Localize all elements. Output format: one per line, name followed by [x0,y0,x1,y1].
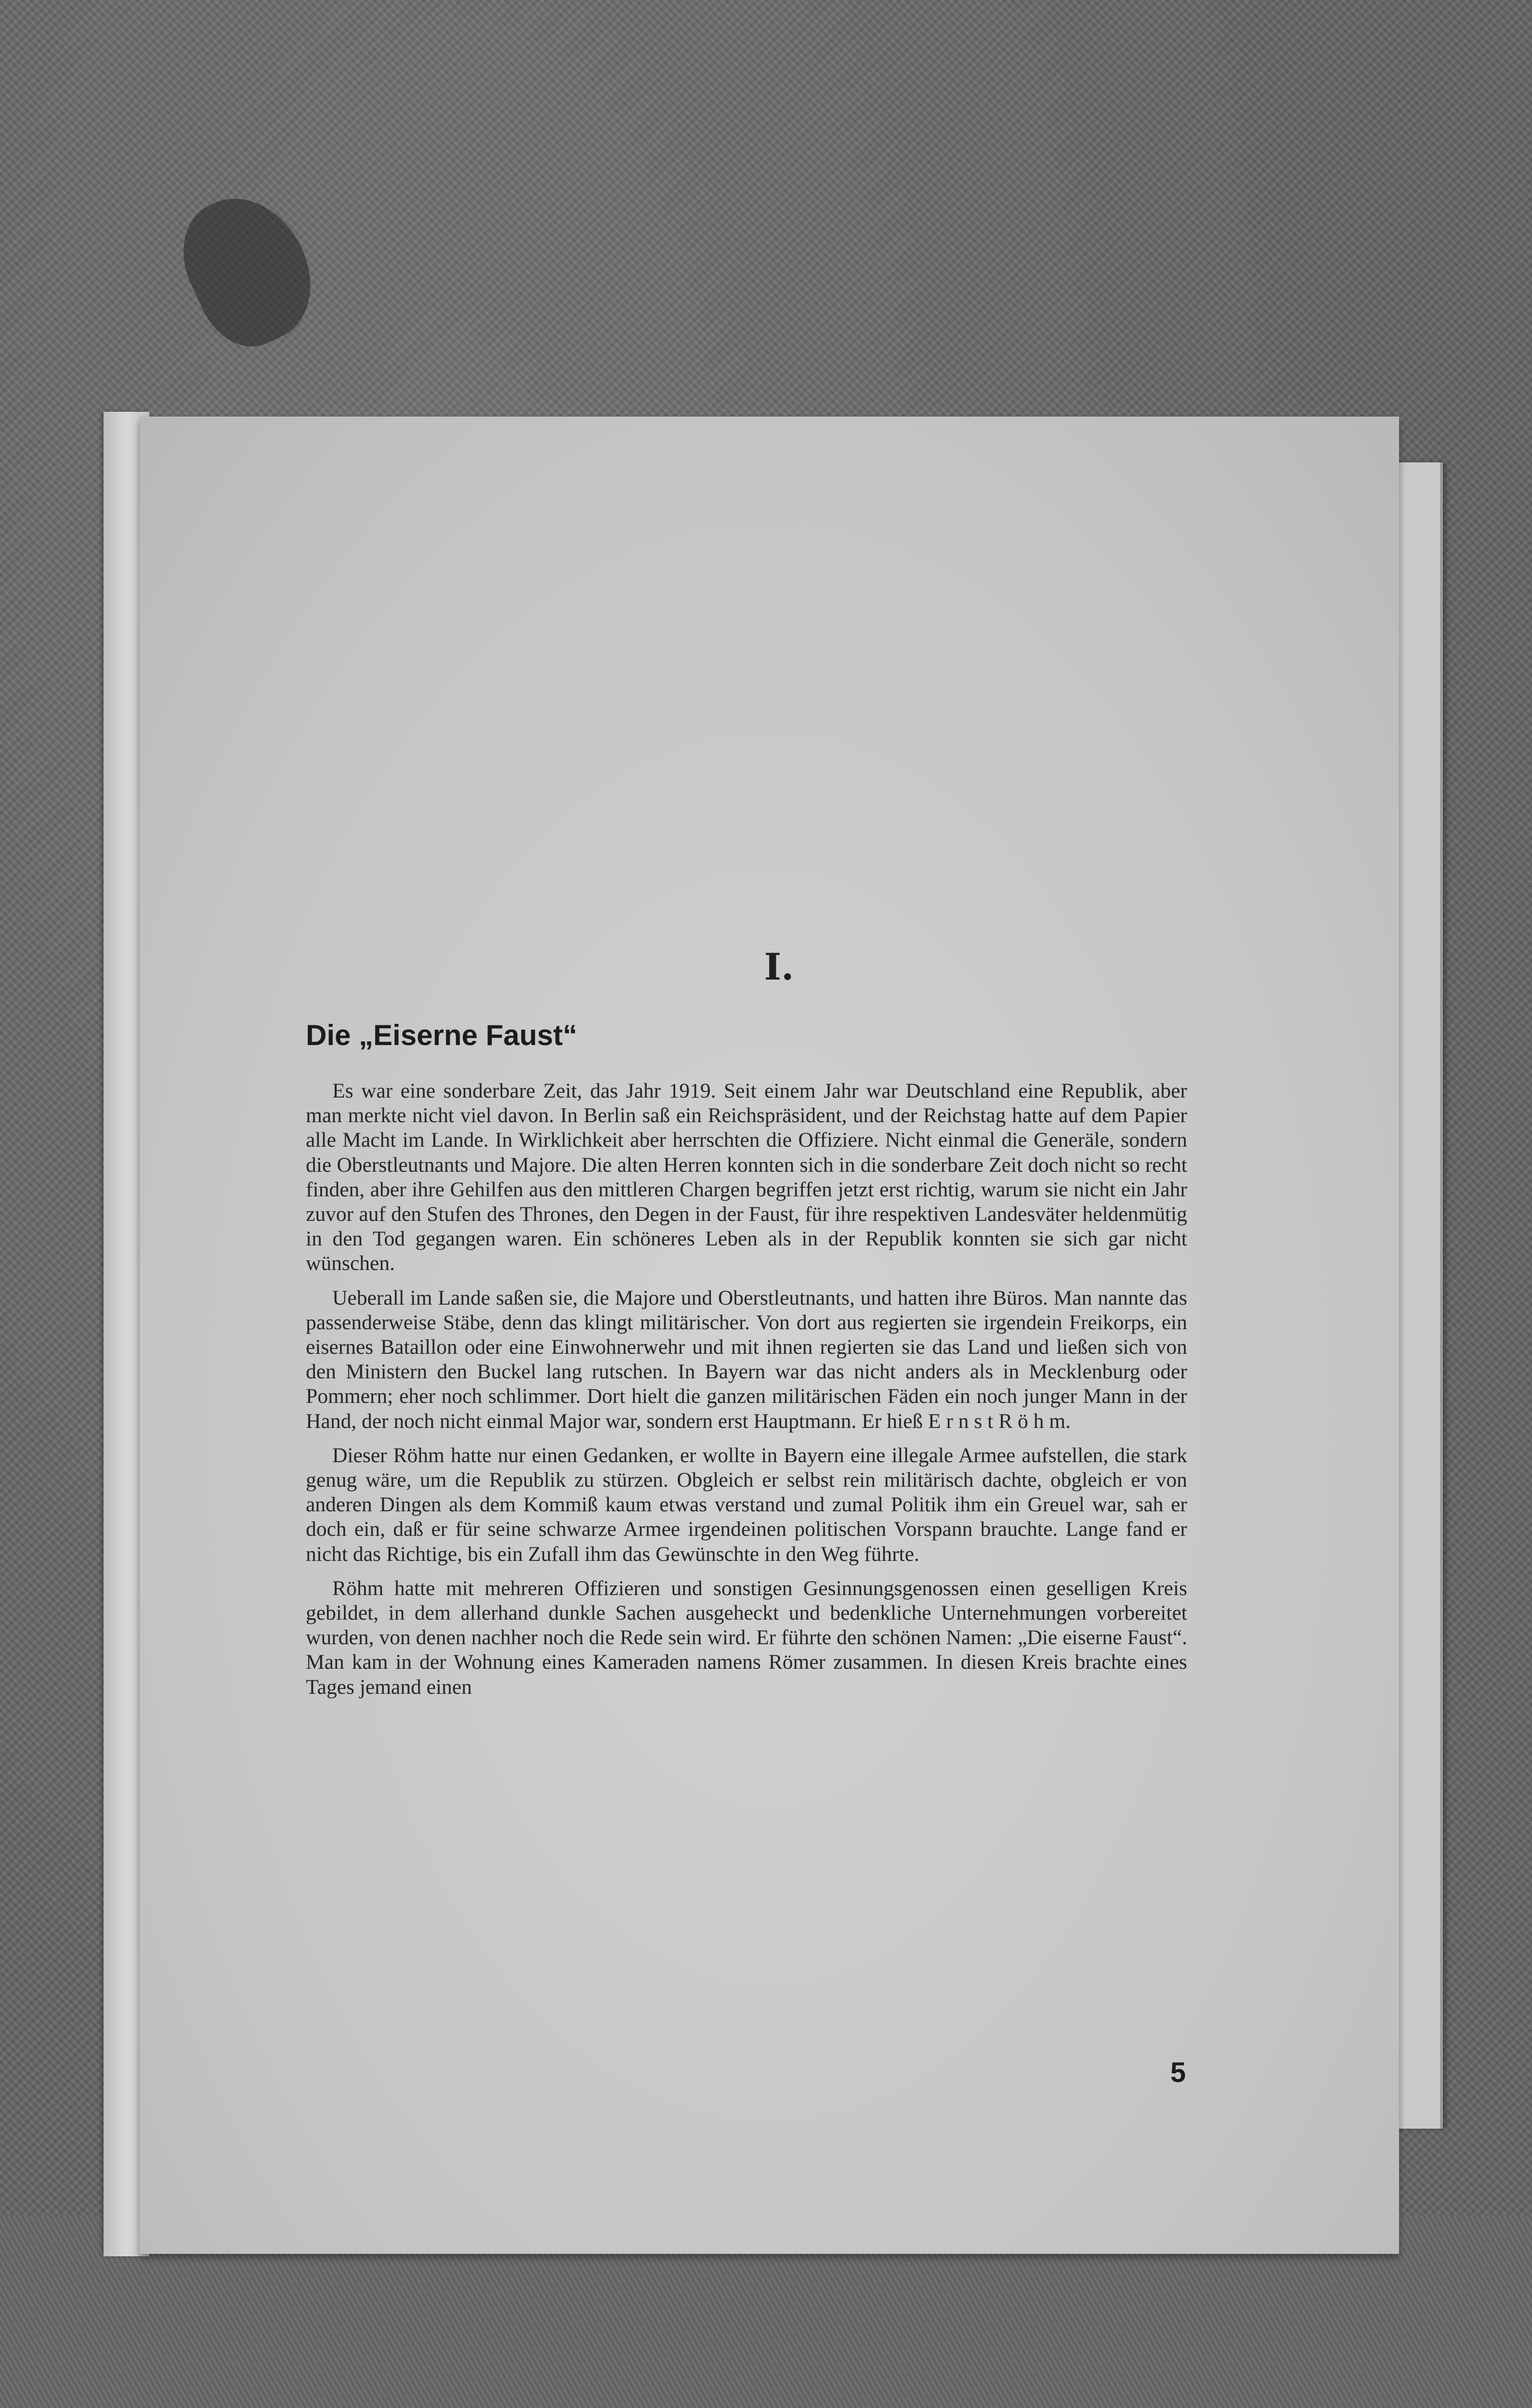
chapter-title: Die „Eiserne Faust“ [306,1019,577,1051]
paragraph-3: Dieser Röhm hatte nur einen Gedanken, er wollte in Bayern eine illegale Armee aufstellen, die stark genug wäre, um die Republik zu stürzen. Obgleich er selbst rein militärisch dachte, obgleich er von anderen Dingen als dem Kommiß kaum etwas verstand und zumal Politik ihm ein Greuel war, sah er doch ein, daß er für seine schwarze Armee irgendeinen politischen Vorspann brauchte. Lange fand er nicht das Richtige, bis ein Zufall ihm das Gewünschte in den Weg führte. [306,1443,1187,1566]
chapter-number: I. [764,945,794,988]
page-number: 5 [1170,2057,1186,2088]
chapter-body [306,1079,1187,1709]
paragraph-2: Ueberall im Lande saßen sie, die Majore und Oberstleutnants, und hatten ihre Büros. Man nannte das passenderweise Stäbe, denn das klingt militärischer. Von dort aus regierten sie irgendein Freikorps, ein eisernes Bataillon oder eine Einwohnerwehr und mit ihnen regierten sie das Land und ließen sich von den Ministern den Buckel lang rutschen. In Bayern war das nicht anders als in Mecklenburg oder Pommern; eher noch schlimmer. Dort hielt die ganzen militärischen Fäden ein noch junger Mann in der Hand, der noch nicht einmal Major war, sondern erst Hauptmann. Er hieß E r n s t R ö h m. [306,1286,1187,1433]
paragraph-1: Es war eine sonderbare Zeit, das Jahr 1919. Seit einem Jahr war Deutschland eine Republik, aber man merkte nicht viel davon. In Berlin saß ein Reichspräsident, und der Reichstag hatte auf dem Papier alle Macht im Lande. In Wirklichkeit aber herrschten die Offiziere. Nicht einmal die Generäle, sondern die Oberstleutnants und Majore. Die alten Herren konnten sich in die sonderbare Zeit doch nicht so recht finden, aber ihre Gehilfen aus den mittleren Chargen begriffen jetzt erst richtig, warum sie nicht ein Jahr zuvor auf den Stufen des Thrones, den Degen in der Faust, für ihre respektiven Landesväter heldenmütig in den Tod gegangen waren. Ein schöneres Leben als in der Republik konnten sie sich gar nicht wünschen. [306,1079,1187,1275]
paragraph-4: Röhm hatte mit mehreren Offizieren und sonstigen Gesinnungsgenossen einen geselligen Kreis gebildet, in dem allerhand dunkle Sachen ausgeheckt und bedenkliche Unternehmungen vorbereitet wurden, von denen nachher noch die Rede sein wird. Er führte den schönen Namen: „Die eiserne Faust“. Man kam in der Wohnung eines Kameraden namens Römer zusammen. In diesen Kreis brachte eines Tages jemand einen [306,1576,1187,1699]
book-page [140,417,1399,2254]
